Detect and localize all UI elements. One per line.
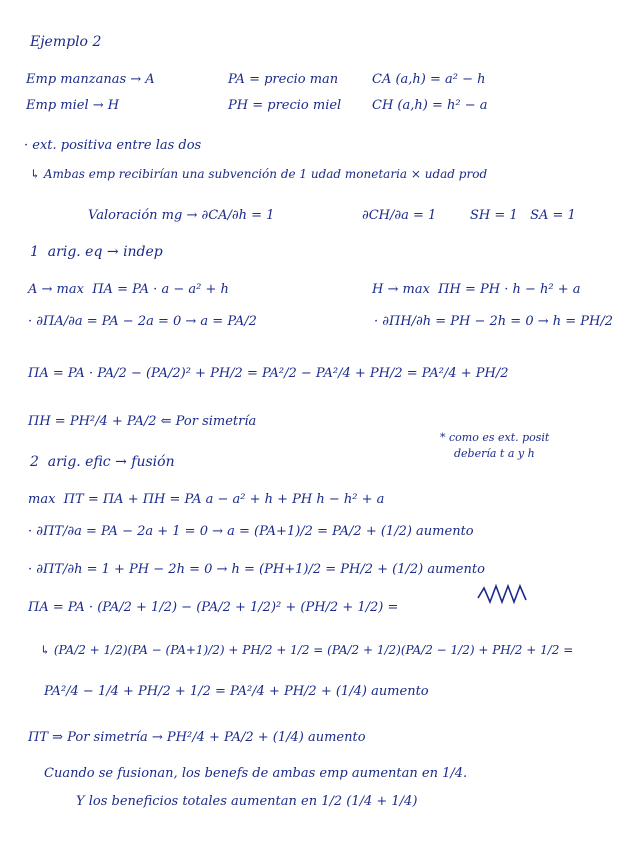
- section-1-heading: 1 arig. eq → indep: [30, 244, 163, 260]
- line-foc-a: · ∂ΠA/∂a = PA − 2a = 0 → a = PA/2: [28, 314, 257, 329]
- line-profit-a-result: PA²/4 − 1/4 + PH/2 + 1/2 = PA²/4 + PH/2 + (1/4) aumento: [44, 684, 429, 699]
- side-note-2: debería t a y h: [454, 447, 535, 460]
- line-subsidies: SH = 1 SA = 1: [470, 208, 576, 223]
- line-profit-total: ΠT ⇒ Por simetría → PH²/4 + PA/2 + (1/4) aumento: [28, 730, 366, 745]
- line-profit-a: ΠA = PA · PA/2 − (PA/2)² + PH/2 = PA²/2 − PA²/4 + PH/2 = PA²/4 + PH/2: [28, 366, 509, 381]
- line-price-h: PH = precio miel: [228, 98, 342, 113]
- line-marginal-value: Valoración mg → ∂CA/∂h = 1: [88, 208, 275, 223]
- conclusion-1: Cuando se fusionan, los benefs de ambas emp aumentan en 1/4.: [44, 766, 468, 781]
- line-profit-a-fusion: ΠA = PA · (PA/2 + 1/2) − (PA/2 + 1/2)² + (PH/2 + 1/2) =: [28, 600, 399, 615]
- section-2-heading: 2 arig. efic → fusión: [30, 454, 175, 470]
- line-marginal-value-h: ∂CH/∂a = 1: [362, 208, 437, 223]
- line-cost-a: CA (a,h) = a² − h: [372, 72, 486, 87]
- line-foc-total-h: · ∂ΠT/∂h = 1 + PH − 2h = 0 → h = (PH+1)/2 = PH/2 + (1/2) aumento: [28, 562, 485, 577]
- line-max-h: H → max ΠH = PH · h − h² + a: [372, 282, 581, 297]
- scribble-icon: [478, 586, 526, 602]
- line-cost-h: CH (a,h) = h² − a: [372, 98, 488, 113]
- line-profit-h: ΠH = PH²/4 + PA/2 ⇐ Por simetría: [28, 414, 257, 429]
- line-profit-a-expand: ↳ (PA/2 + 1/2)(PA − (PA+1)/2) + PH/2 + 1/2 = (PA/2 + 1/2)(PA/2 − 1/2) + PH/2 + 1/2 =: [40, 643, 574, 657]
- line-max-a: A → max ΠA = PA · a − a² + h: [28, 282, 229, 297]
- line-firm-h: Emp miel → H: [26, 98, 120, 113]
- line-externality: · ext. positiva entre las dos: [24, 138, 202, 153]
- conclusion-2: Y los beneficios totales aumentan en 1/2 (1/4 + 1/4): [76, 794, 418, 809]
- line-foc-h: · ∂ΠH/∂h = PH − 2h = 0 → h = PH/2: [374, 314, 614, 329]
- line-price-a: PA = precio man: [228, 72, 339, 87]
- line-firm-a: Emp manzanas → A: [26, 72, 155, 87]
- line-subsidy: ↳ Ambas emp recibirían una subvención de 1 udad monetaria × udad prod: [30, 167, 488, 181]
- line-foc-total-a: · ∂ΠT/∂a = PA − 2a + 1 = 0 → a = (PA+1)/2 = PA/2 + (1/2) aumento: [28, 524, 474, 539]
- side-note-1: * como es ext. posit: [440, 431, 550, 444]
- line-max-total: max ΠT = ΠA + ΠH = PA a − a² + h + PH h − h² + a: [28, 492, 385, 507]
- notes-title: Ejemplo 2: [30, 34, 102, 50]
